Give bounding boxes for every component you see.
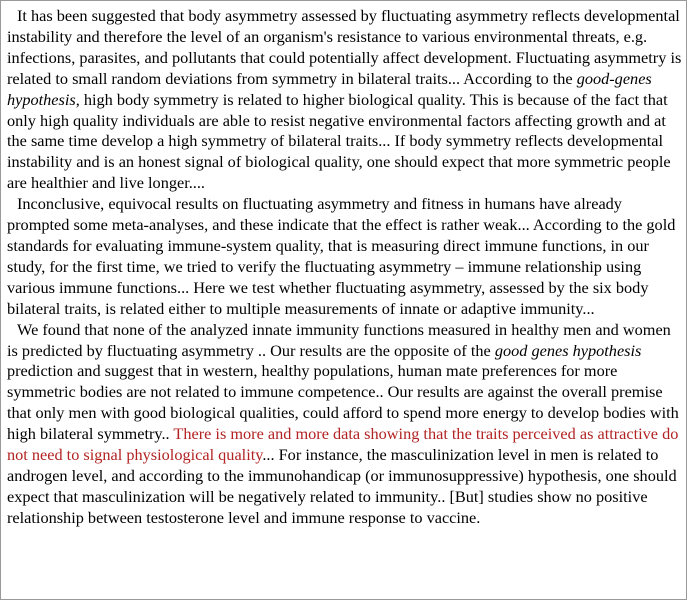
text-segment: Inconclusive, equivocal results on fluctuating asymmetry and fitness in humans have already prompted some meta-analyses, and these indicate that the effect is rather weak... According to the gold standards for evaluating immune-system quality, that is measuring direct immune functions, in our study, for the first time, we tried to verify the fluctuating asymmetry – immune relationship using various immune functions... Here we test whether fluctuating asymmetry, assessed by the six body bilateral traits, is related either to multiple measurements of innate or adaptive immunity... <box>7 194 676 318</box>
paragraph-3 <box>7 320 682 529</box>
italic-term: good genes hypothesis <box>494 340 642 360</box>
text-segment: We found that none of the analyzed innate immunity functions measured in healthy men and women is predicted by fluctuating asymmetry .. Our results are the opposite of the <box>7 319 671 360</box>
text-segment: prediction and suggest that in western, healthy populations, human mate preferences for more symmetric bodies are not related to immune competence.. Our results are against the overall premise that only men with good biological qualities, could afford to spend more energy to develop bodies with high bilateral symmetry.. <box>7 361 679 444</box>
paragraph-1 <box>7 6 682 194</box>
paragraph-2 <box>7 194 682 319</box>
italic-term: good-genes hypothesis <box>7 68 652 109</box>
text-segment: It has been suggested that body asymmetry assessed by fluctuating asymmetry reflects developmental instability and therefore the level of an organism's resistance to various environmental threats, e.g. infections, parasites, and pollutants that could potentially affect development. Fluctuating asymmetry is related to small random deviations from symmetry in bilateral traits... According to the <box>7 6 682 88</box>
text-segment: , high body symmetry is related to higher biological quality. This is because of the fact that only high quality individuals are able to resist negative environmental factors affecting growth and at the same time develop a high symmetry of bilateral traits... If body symmetry reflects developmental instability and is an honest signal of biological quality, one should expect that more symmetric people are healthier and live longer.... <box>7 89 671 193</box>
text-segment: ... For instance, the masculinization level in men is related to androgen level, and according to the immunohandicap (or immunosuppressive) hypothesis, one should expect that masculinization will be negatively related to immunity.. [But] studies show no positive relationship between testosterone level and immune response to vaccine. <box>7 445 677 527</box>
highlighted-text: There is more and more data showing that the traits perceived as attractive do not need to signal physiological quality <box>7 424 679 465</box>
